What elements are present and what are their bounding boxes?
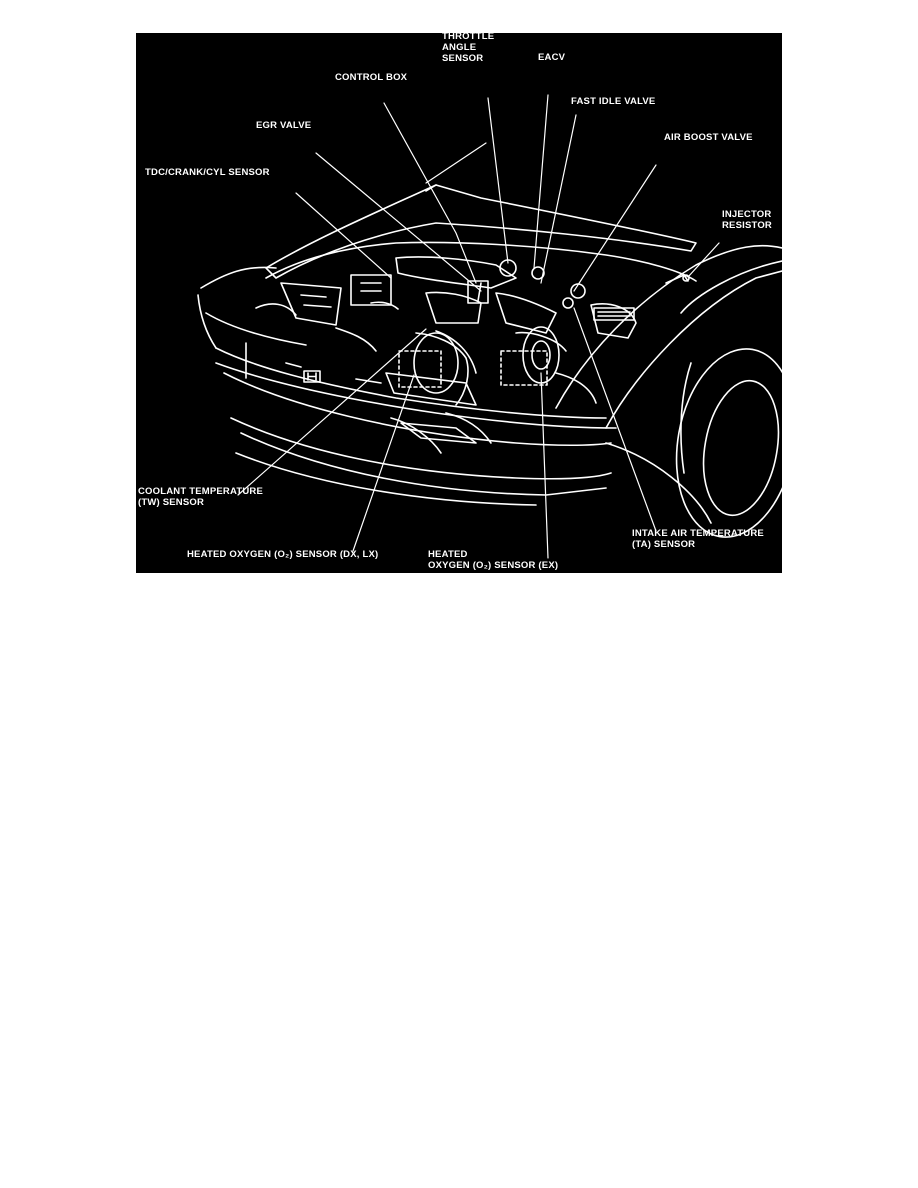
engine-component-locator-diagram xyxy=(136,33,782,573)
eacv-leader xyxy=(534,95,548,268)
eacv-label: EACV xyxy=(538,52,566,63)
intake-air-temperature-sensor-label: INTAKE AIR TEMPERATURE (TA) SENSOR xyxy=(632,528,764,550)
car-body-outline xyxy=(198,267,616,505)
leader-lines xyxy=(238,95,719,558)
tdc-crank-cyl-sensor-leader xyxy=(296,193,391,278)
fast-idle-valve-label: FAST IDLE VALVE xyxy=(571,96,656,107)
heated-oxygen-sensor-dx-lx-label: HEATED OXYGEN (O₂) SENSOR (DX, LX) xyxy=(187,549,379,560)
hood-support-leader xyxy=(426,143,486,183)
coolant-temperature-sensor-leader xyxy=(238,329,426,495)
front-wheel xyxy=(556,246,782,547)
fast-idle-valve-leader xyxy=(541,115,576,283)
control-box-label: CONTROL BOX xyxy=(335,72,408,83)
egr-valve-leader xyxy=(316,153,481,291)
intake-air-temperature-sensor-leader xyxy=(574,308,656,531)
air-boost-valve-leader xyxy=(574,165,656,291)
injector-resistor-label: INJECTOR RESISTOR xyxy=(722,209,772,231)
air-boost-valve-label: AIR BOOST VALVE xyxy=(664,132,753,143)
throttle-angle-sensor-leader xyxy=(488,98,508,263)
tdc-crank-cyl-sensor-label: TDC/CRANK/CYL SENSOR xyxy=(145,167,270,178)
throttle-angle-sensor-label: THROTTLE ANGLE SENSOR xyxy=(442,33,495,64)
coolant-temperature-sensor-label: COOLANT TEMPERATURE (TW) SENSOR xyxy=(138,486,264,508)
heated-oxygen-sensor-ex-leader xyxy=(541,373,548,558)
egr-valve-label: EGR VALVE xyxy=(256,120,312,131)
open-hood xyxy=(266,185,696,278)
heated-oxygen-sensor-ex-label: HEATED OXYGEN (O₂) SENSOR (EX) xyxy=(428,549,559,571)
